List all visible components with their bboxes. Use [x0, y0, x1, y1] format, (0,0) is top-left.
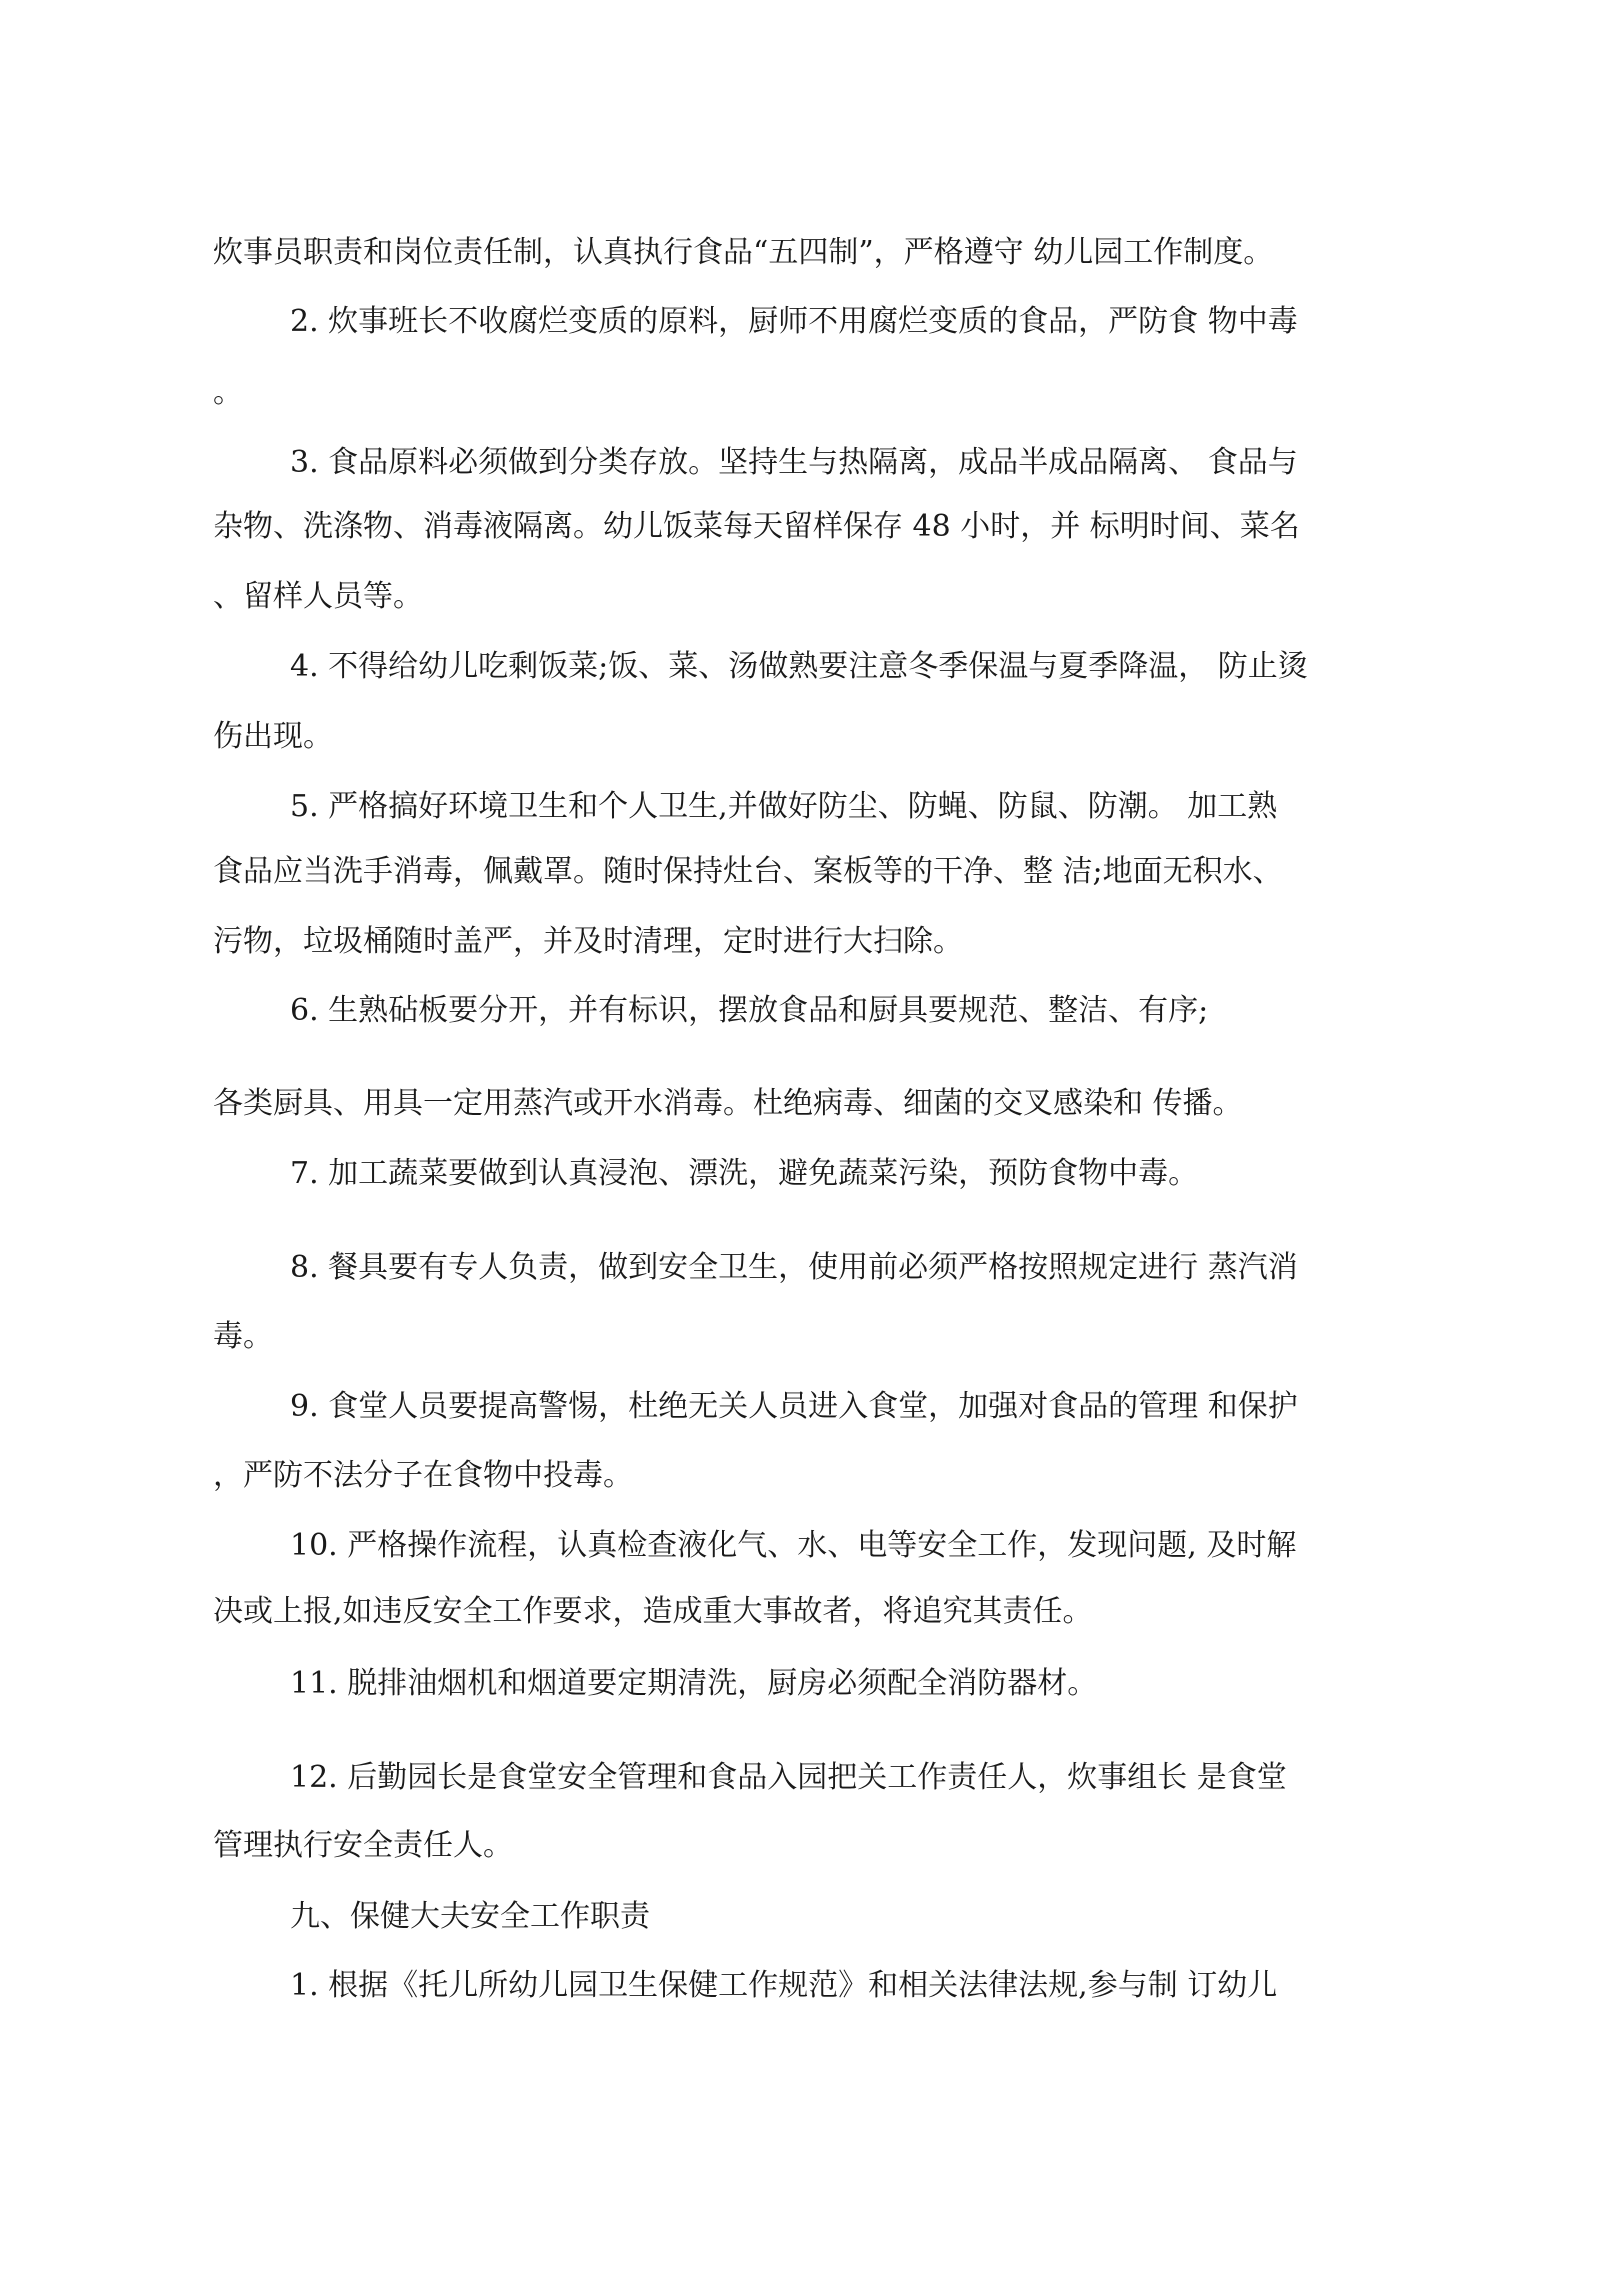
text-line: 8. 餐具要有专人负责，做到安全卫生，使用前必须严格按照规定进行 蒸汽消: [290, 1250, 1298, 1285]
section-heading: 九、保健大夫安全工作职责: [290, 1899, 650, 1934]
text-line: 10. 严格操作流程，认真检查液化气、水、电等安全工作，发现问题, 及时解: [290, 1528, 1297, 1563]
text-line: 、留样人员等。: [213, 579, 423, 614]
text-line: 。: [213, 375, 243, 410]
text-line: 4. 不得给幼儿吃剩饭菜;饭、菜、汤做熟要注意冬季保温与夏季降温， 防止烫: [290, 649, 1308, 684]
text-line: 12. 后勤园长是食堂安全管理和食品入园把关工作责任人，炊事组长 是食堂: [290, 1760, 1287, 1795]
text-line: 污物，垃圾桶随时盖严，并及时清理，定时进行大扫除。: [213, 924, 963, 959]
text-line: 1. 根据《托儿所幼儿园卫生保健工作规范》和相关法律法规,参与制 订幼儿: [290, 1968, 1278, 2003]
text-line: 杂物、洗涤物、消毒液隔离。幼儿饭菜每天留样保存 48 小时，并 标明时间、菜名: [213, 509, 1300, 544]
text-line: 伤出现。: [213, 719, 333, 754]
text-line: 炊事员职责和岗位责任制，认真执行食品“五四制”，严格遵守 幼儿园工作制度。: [213, 235, 1274, 270]
text-line: 9. 食堂人员要提高警惕，杜绝无关人员进入食堂，加强对食品的管理 和保护: [290, 1389, 1298, 1424]
text-line: ，严防不法分子在食物中投毒。: [213, 1458, 633, 1493]
text-line: 2. 炊事班长不收腐烂变质的原料，厨师不用腐烂变质的食品，严防食 物中毒: [290, 304, 1298, 339]
text-line: 各类厨具、用具一定用蒸汽或开水消毒。杜绝病毒、细菌的交叉感染和 传播。: [213, 1086, 1243, 1121]
text-line: 3. 食品原料必须做到分类存放。坚持生与热隔离，成品半成品隔离、 食品与: [290, 445, 1298, 480]
text-line: 7. 加工蔬菜要做到认真浸泡、漂洗，避免蔬菜污染，预防食物中毒。: [290, 1156, 1199, 1191]
text-line: 11. 脱排油烟机和烟道要定期清洗，厨房必须配全消防器材。: [290, 1666, 1098, 1701]
text-line: 决或上报,如违反安全工作要求，造成重大事故者，将追究其责任。: [213, 1594, 1093, 1629]
text-line: 毒。: [213, 1319, 273, 1354]
text-line: 食品应当洗手消毒，佩戴罩。随时保持灶台、案板等的干净、整 洁;地面无积水、: [213, 854, 1283, 889]
text-line: 管理执行安全责任人。: [213, 1828, 513, 1863]
text-line: 5. 严格搞好环境卫生和个人卫生,并做好防尘、防蝇、防鼠、防潮。 加工熟: [290, 789, 1278, 824]
text-line: 6. 生熟砧板要分开，并有标识，摆放食品和厨具要规范、整洁、有序;: [290, 993, 1209, 1028]
